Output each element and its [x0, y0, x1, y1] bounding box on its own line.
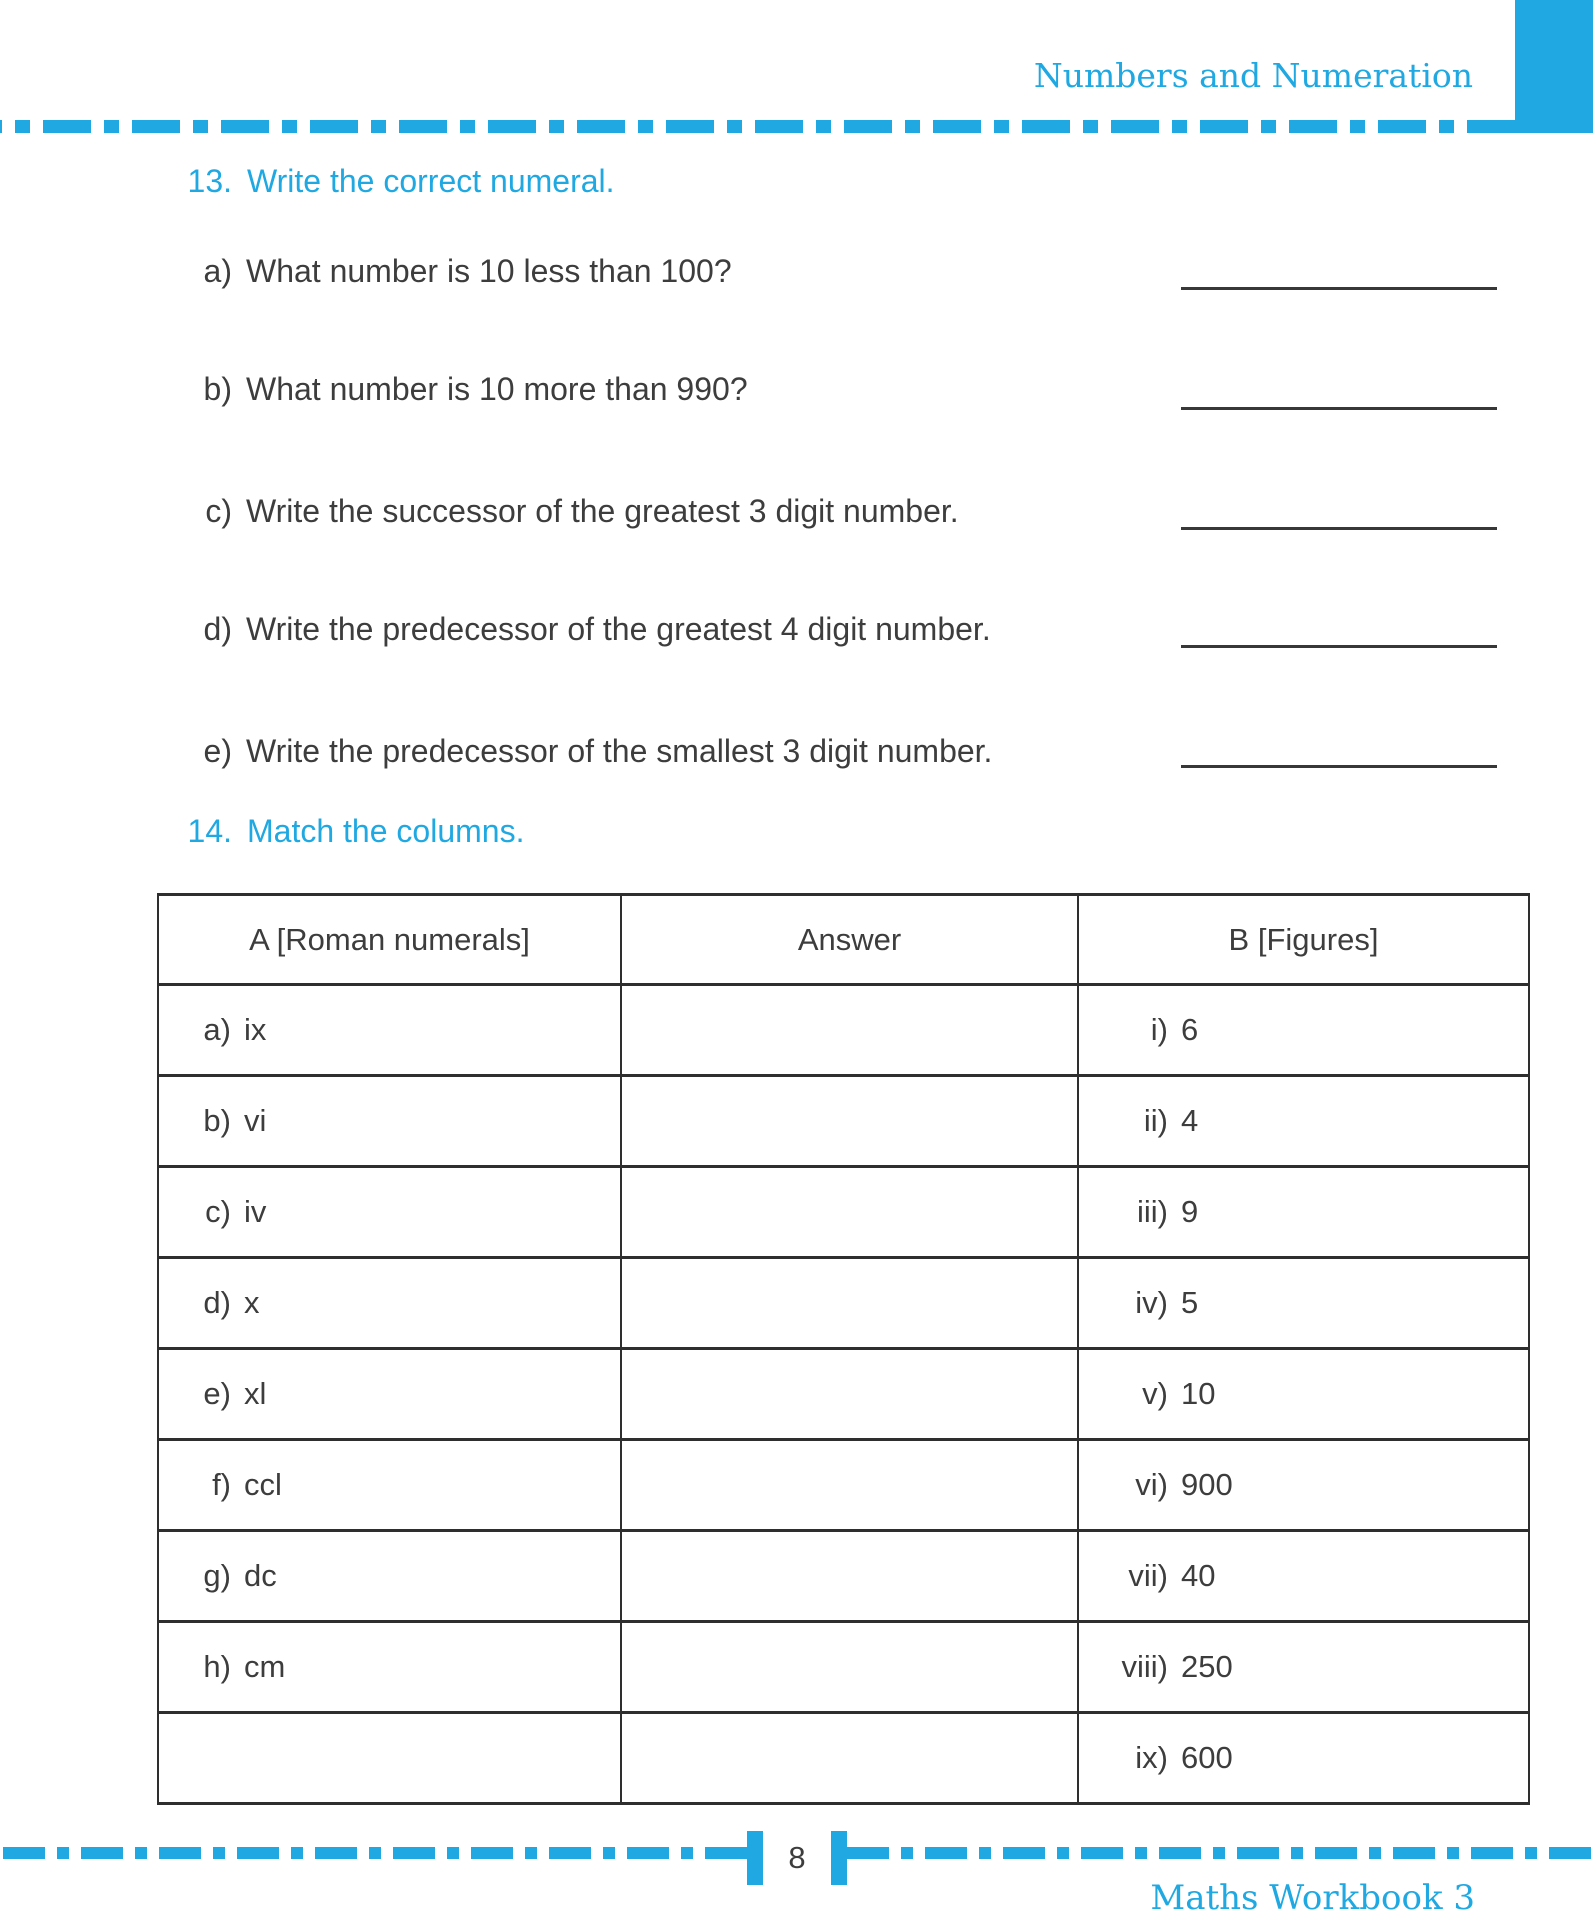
question-13-number: 13. — [187, 163, 232, 199]
question-e-letter: e) — [203, 733, 232, 769]
roman-cell-b — [158, 1076, 621, 1167]
figure-iii-value: 9 — [1181, 1194, 1199, 1229]
figure-i-value: 6 — [1181, 1012, 1199, 1047]
page-number-left-bar — [747, 1831, 763, 1885]
figure-iv-label: iv) — [1135, 1285, 1168, 1320]
question-item-a — [175, 252, 732, 290]
question-13-heading — [175, 162, 615, 200]
table-row — [158, 985, 1529, 1076]
question-item-d — [175, 610, 991, 648]
row-f-letter: f) — [212, 1467, 231, 1502]
row-g-letter: g) — [203, 1558, 231, 1593]
corner-accent-block — [1515, 0, 1593, 133]
answer-cell-a[interactable] — [621, 985, 1078, 1076]
figure-vii-value: 40 — [1181, 1558, 1216, 1593]
figure-iv-value: 5 — [1181, 1285, 1199, 1320]
chapter-title: Numbers and Numeration — [1033, 56, 1473, 95]
figure-ii-value: 4 — [1181, 1103, 1199, 1138]
question-14-heading — [175, 812, 524, 850]
row-d-letter: d) — [203, 1285, 231, 1320]
figure-i-label: i) — [1150, 1012, 1168, 1047]
figure-cell-iv — [1078, 1258, 1529, 1349]
answer-cell-h[interactable] — [621, 1622, 1078, 1713]
figure-v-label: v) — [1142, 1376, 1168, 1411]
footer-dashed-rule-right — [847, 1847, 1593, 1859]
figure-iii-label: iii) — [1137, 1194, 1168, 1229]
row-h-roman: cm — [244, 1649, 286, 1684]
match-columns-table — [157, 893, 1530, 1805]
question-item-c — [175, 492, 959, 530]
page-number: 8 — [763, 1831, 831, 1885]
row-a-letter: a) — [203, 1012, 231, 1047]
table-row — [158, 1622, 1529, 1713]
answer-cell-e[interactable] — [621, 1349, 1078, 1440]
table-row — [158, 1167, 1529, 1258]
row-b-letter: b) — [203, 1103, 231, 1138]
answer-cell-c[interactable] — [621, 1167, 1078, 1258]
question-14-title: Match the columns. — [247, 813, 525, 849]
row-g-roman: dc — [244, 1558, 277, 1593]
figure-cell-ix — [1078, 1713, 1529, 1804]
answer-blank-d[interactable] — [1181, 645, 1497, 648]
row-f-roman: ccl — [244, 1467, 282, 1502]
figure-cell-ii — [1078, 1076, 1529, 1167]
row-c-letter: c) — [205, 1194, 231, 1229]
figure-cell-vi — [1078, 1440, 1529, 1531]
roman-cell-d — [158, 1258, 621, 1349]
row-a-roman: ix — [244, 1012, 267, 1047]
question-item-b — [175, 370, 748, 408]
question-b-letter: b) — [203, 371, 232, 407]
top-divider-dashed-rule — [0, 120, 1515, 133]
row-e-roman: xl — [244, 1376, 267, 1411]
figure-vi-value: 900 — [1181, 1467, 1233, 1502]
row-d-roman: x — [244, 1285, 260, 1320]
figure-ix-value: 600 — [1181, 1740, 1233, 1775]
header-answer: Answer — [621, 895, 1078, 985]
roman-cell-c — [158, 1167, 621, 1258]
row-c-roman: iv — [244, 1194, 267, 1229]
header-figures: B [Figures] — [1078, 895, 1529, 985]
question-d-text: Write the predecessor of the greatest 4 digit number. — [246, 611, 991, 647]
figure-ii-label: ii) — [1143, 1103, 1168, 1138]
figure-viii-value: 250 — [1181, 1649, 1233, 1684]
figure-v-value: 10 — [1181, 1376, 1216, 1411]
roman-cell-a — [158, 985, 621, 1076]
answer-cell-f[interactable] — [621, 1440, 1078, 1531]
answer-cell-b[interactable] — [621, 1076, 1078, 1167]
answer-cell-d[interactable] — [621, 1258, 1078, 1349]
roman-cell-e — [158, 1349, 621, 1440]
header-roman-numerals: A [Roman numerals] — [158, 895, 621, 985]
question-item-e — [175, 732, 992, 770]
question-a-text: What number is 10 less than 100? — [246, 253, 732, 289]
roman-cell-h — [158, 1622, 621, 1713]
question-c-text: Write the successor of the greatest 3 digit number. — [246, 493, 959, 529]
answer-blank-e[interactable] — [1181, 765, 1497, 768]
answer-blank-c[interactable] — [1181, 527, 1497, 530]
figure-viii-label: viii) — [1121, 1649, 1168, 1684]
question-14-number: 14. — [187, 813, 232, 849]
question-e-text: Write the predecessor of the smallest 3 digit number. — [246, 733, 993, 769]
figure-cell-vii — [1078, 1531, 1529, 1622]
row-b-roman: vi — [244, 1103, 267, 1138]
figure-cell-v — [1078, 1349, 1529, 1440]
row-e-letter: e) — [203, 1376, 231, 1411]
table-row — [158, 1349, 1529, 1440]
table-row — [158, 1440, 1529, 1531]
answer-cell-empty[interactable] — [621, 1713, 1078, 1804]
figure-vii-label: vii) — [1128, 1558, 1168, 1593]
table-row — [158, 1713, 1529, 1804]
figure-cell-viii — [1078, 1622, 1529, 1713]
page-number-right-bar — [831, 1831, 847, 1885]
figure-cell-i — [1078, 985, 1529, 1076]
roman-cell-g — [158, 1531, 621, 1622]
question-d-letter: d) — [203, 611, 232, 647]
figure-vi-label: vi) — [1135, 1467, 1168, 1502]
figure-ix-label: ix) — [1135, 1740, 1168, 1775]
roman-cell-empty — [158, 1713, 621, 1804]
question-13-title: Write the correct numeral. — [247, 163, 615, 199]
figure-cell-iii — [1078, 1167, 1529, 1258]
answer-cell-g[interactable] — [621, 1531, 1078, 1622]
table-row — [158, 1531, 1529, 1622]
table-header-row — [158, 895, 1529, 985]
row-h-letter: h) — [203, 1649, 231, 1684]
roman-cell-f — [158, 1440, 621, 1531]
answer-blank-b[interactable] — [1181, 407, 1497, 410]
question-c-letter: c) — [205, 493, 232, 529]
book-title: Maths Workbook 3 — [1150, 1878, 1475, 1918]
footer-dashed-rule-left — [0, 1847, 747, 1859]
table-row — [158, 1258, 1529, 1349]
table-row — [158, 1076, 1529, 1167]
question-a-letter: a) — [203, 253, 232, 289]
question-b-text: What number is 10 more than 990? — [246, 371, 748, 407]
answer-blank-a[interactable] — [1181, 287, 1497, 290]
